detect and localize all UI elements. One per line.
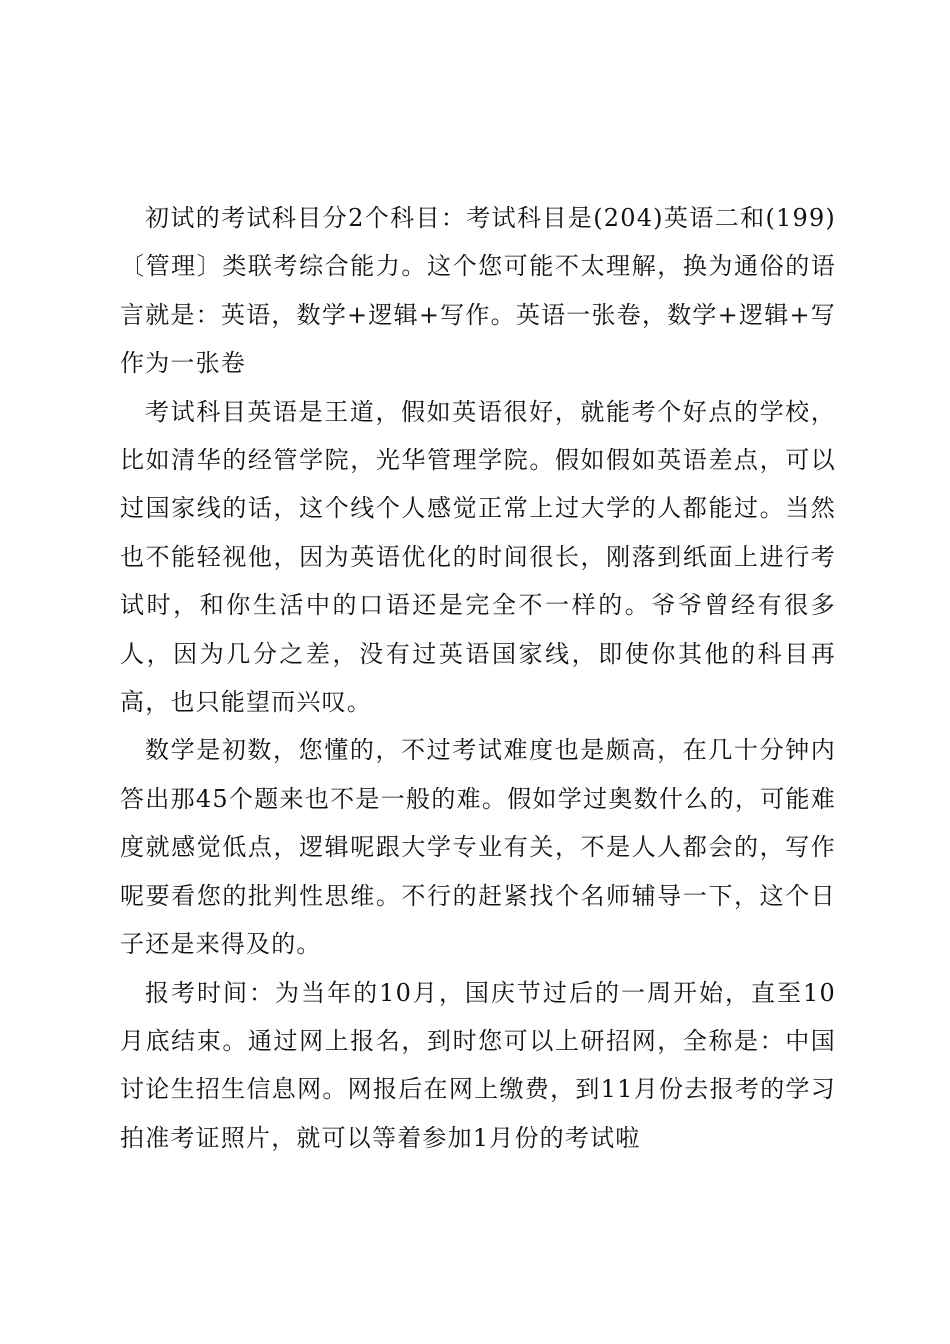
paragraph-english: 考试科目英语是王道，假如英语很好，就能考个好点的学校，比如清华的经管学院，光华管理学院。假如假如英语差点，可以过国家线的话，这个线个人感觉正常上过大学的人都能过。当然也不能轻视他，因为英语优化的时间很长，刚落到纸面上进行考试时，和你生活中的口语还是完全不一样的。爷爷曾经有很多人，因为几分之差，没有过英语国家线，即使你其他的科目再高，也只能望而兴叹。	[120, 397, 836, 717]
paragraph-exam-subjects: 初试的考试科目分2个科目：考试科目是(204)英语二和(199)〔管理〕类联考综合能力。这个您可能不太理解，换为通俗的语言就是：英语，数学+逻辑+写作。英语一张卷，数学+逻辑+写作为一张卷	[120, 204, 836, 378]
document-body	[120, 194, 836, 1162]
paragraph-registration-time: 报考时间：为当年的10月，国庆节过后的一周开始，直至10月底结束。通过网上报名，到时您可以上研招网，全称是：中国讨论生招生信息网。网报后在网上缴费，到11月份去报考的学习拍准考证照片，就可以等着参加1月份的考试啦	[120, 978, 836, 1152]
paragraph-math-logic-writing: 数学是初数，您懂的，不过考试难度也是颇高，在几十分钟内答出那45个题来也不是一般的难。假如学过奥数什么的，可能难度就感觉低点，逻辑呢跟大学专业有关，不是人人都会的，写作呢要看您的批判性思维。不行的赶紧找个名师辅导一下，这个日子还是来得及的。	[120, 736, 836, 959]
